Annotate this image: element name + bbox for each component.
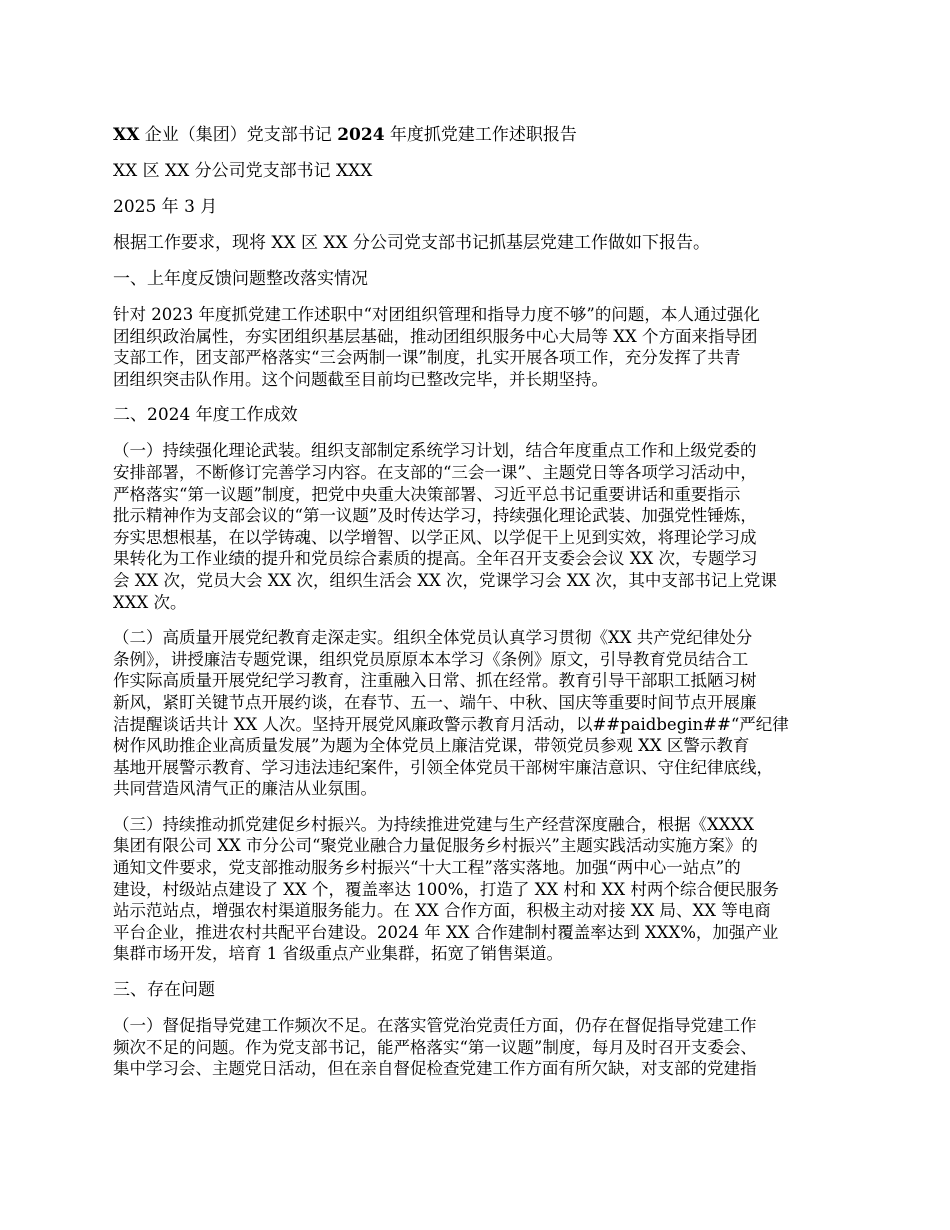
paragraph-line: XXX 次。	[113, 592, 187, 612]
paragraph-line: 集团有限公司 XX 市分公司“聚党业融合力量促服务乡村振兴”主题实践活动实施方案》的	[113, 836, 758, 856]
section-3-heading: 三、存在问题	[113, 980, 215, 1001]
paragraph-line: （一）持续强化理论武装。组织支部制定系统学习计划，结合年度重点工作和上级党委的	[113, 441, 757, 461]
section-1-paragraph	[113, 304, 858, 390]
paragraph-line: （二）高质量开展党纪教育走深走实。组织全体党员认真学习贯彻《XX 共产党纪律处分	[113, 628, 753, 648]
paragraph-line: 会 XX 次，党员大会 XX 次，组织生活会 XX 次，党课学习会 XX 次，其中支部书记上党课	[113, 570, 777, 590]
document-date: 2025 年 3 月	[113, 197, 218, 217]
title-year: 2024	[337, 125, 385, 145]
title-part2: 年度抓党建工作述职报告	[384, 125, 577, 145]
title-part1: 企业（集团）党支部书记	[139, 125, 338, 145]
paragraph-line: 严格落实“第一议题”制度，把党中央重大决策部署、习近平总书记重要讲话和重要指示	[113, 484, 741, 504]
paragraph-line: 平台企业，推进农村共配平台建设。2024 年 XX 合作建制村覆盖率达到 XXX%，加强产业	[113, 922, 779, 942]
title-prefix: XX	[113, 125, 140, 145]
paragraph-line: 集中学习会、主题党日活动，但在亲自督促检查党建工作方面有所欠缺，对支部的党建指	[113, 1059, 757, 1079]
section-2-item-2	[113, 627, 858, 800]
document-author: XX 区 XX 分公司党支部书记 XXX	[113, 161, 373, 181]
intro-paragraph: 根据工作要求，现将 XX 区 XX 分公司党支部书记抓基层党建工作做如下报告。	[113, 233, 711, 253]
paragraph-line: 果转化为工作业绩的提升和党员综合素质的提高。全年召开支委会会议 XX 次，专题学习	[113, 549, 758, 569]
paragraph-line: （三）持续推动抓党建促乡村振兴。为持续推进党建与生产经营深度融合，根据《XXXX	[113, 814, 754, 834]
paragraph-line: 新风，紧盯关键节点开展约谈，在春节、五一、端午、中秋、国庆等重要时间节点开展廉	[113, 692, 757, 712]
paragraph-line: 针对 2023 年度抓党建工作述职中“对团组织管理和指导力度不够”的问题，本人通过强化	[113, 305, 760, 324]
paragraph-line: 建设，村级站点建设了 XX 个，覆盖率达 100%，打造了 XX 村和 XX 村两个综合便民服务	[113, 879, 779, 899]
paragraph-line: 集群市场开发，培育 1 省级重点产业集群，拓宽了销售渠道。	[113, 944, 563, 964]
paragraph-line: 频次不足的问题。作为党支部书记，能严格落实“第一议题”制度，每月及时召开支委会、	[113, 1037, 757, 1057]
section-2-item-3	[113, 814, 858, 965]
paragraph-line: 共同营造风清气正的廉洁从业氛围。	[113, 779, 377, 799]
paragraph-line: 通知文件要求，党支部推动服务乡村振兴“十大工程”落实落地。加强“两中心一站点”的	[113, 858, 741, 878]
paragraph-line: （一）督促指导党建工作频次不足。在落实管党治党责任方面，仍存在督促指导党建工作	[113, 1016, 757, 1036]
paragraph-line: 夯实思想根基，在以学铸魂、以学增智、以学正风、以学促干上见到实效，将理论学习成	[113, 527, 757, 547]
section-3-item-1	[113, 1015, 858, 1080]
paragraph-line: 作实际高质量开展党纪学习教育，注重融入日常、抓在经常。教育引导干部职工抵陋习树	[113, 671, 757, 691]
paragraph-line: 树作风助推企业高质量发展”为题为全体党员上廉洁党课，带领党员参观 XX 区警示教育	[113, 736, 750, 756]
section-1-heading: 一、上年度反馈问题整改落实情况	[113, 269, 368, 289]
section-2-item-1	[113, 440, 858, 613]
section-2-heading: 二、2024 年度工作成效	[113, 405, 298, 426]
document-title	[113, 124, 858, 146]
document-body	[113, 124, 858, 1094]
paragraph-line: 基地开展警示教育、学习违法违纪案件，引领全体党员干部树牢廉洁意识、守住纪律底线，	[113, 757, 773, 777]
paragraph-line: 站示范站点，增强农村渠道服务能力。在 XX 合作方面，积极主动对接 XX 局、XX 等电商	[113, 901, 771, 921]
paragraph-line: 支部工作，团支部严格落实“三会两制一课”制度，扎实开展各项工作，充分发挥了共青	[113, 348, 741, 368]
paragraph-line: 洁提醒谈话共计 XX 人次。坚持开展党风廉政警示教育月活动，以##paidbegin##“严纪律	[113, 714, 789, 734]
paragraph-line: 安排部署，不断修订完善学习内容。在支部的“三会一课”、主题党日等各项学习活动中，	[113, 462, 757, 482]
paragraph-line: 团组织政治属性，夯实团组织基层基础，推动团组织服务中心大局等 XX 个方面来指导团	[113, 326, 758, 346]
paragraph-line: 批示精神作为支部会议的“第一议题”及时传达学习，持续强化理论武装、加强党性锤炼，	[113, 506, 757, 526]
paragraph-line: 团组织突击队作用。这个问题截至目前均已整改完毕，并长期坚持。	[113, 369, 608, 389]
paragraph-line: 条例》，讲授廉洁专题党课，组织党员原原本本学习《条例》原文，引导教育党员结合工	[113, 649, 749, 669]
